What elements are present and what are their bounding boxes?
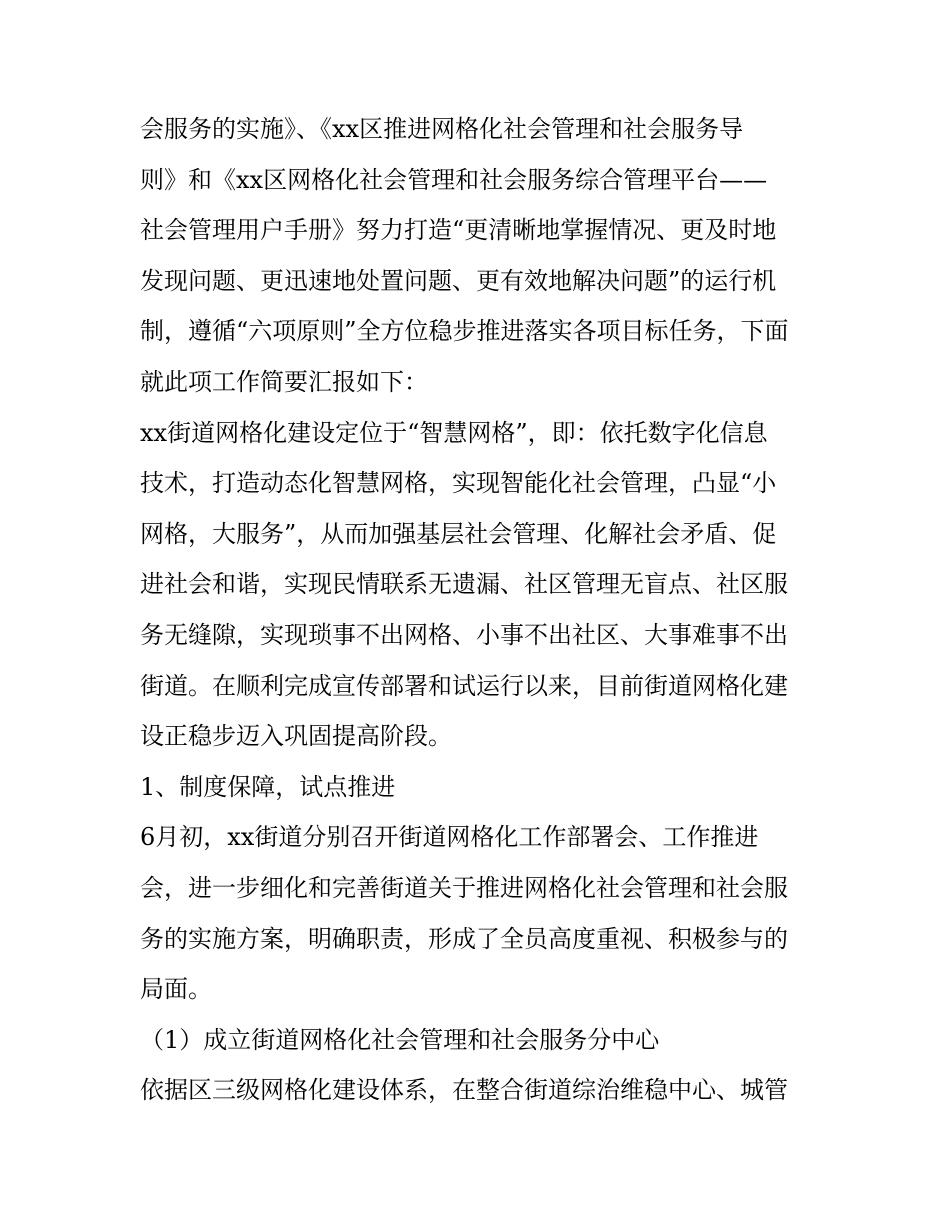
text-line: 技术，打造动态化智慧网格，实现智能化社会管理，凸显“小 xyxy=(140,469,777,498)
text-line: 依据区三级网格化建设体系，在整合街道综治维稳中心、城管 xyxy=(140,1076,788,1105)
text-line: 社会管理用户手册》努力打造“更清晰地掌握情况、更及时地 xyxy=(140,216,777,245)
text-line: 就此项工作简要汇报如下： xyxy=(140,367,428,396)
section-heading: 1、制度保障，试点推进 xyxy=(140,772,396,801)
text-line: 网格，大服务”，从而加强基层社会管理、化解社会矛盾、促 xyxy=(140,519,777,548)
text-line: 6月初，xx街道分别召开街道网格化工作部署会、工作推进 xyxy=(140,823,759,852)
text-line: 局面。 xyxy=(140,975,212,1004)
text-line: 进社会和谐，实现民情联系无遗漏、社区管理无盲点、社区服 xyxy=(140,570,788,599)
document-body xyxy=(140,104,820,1116)
text-line: 设正稳步迈入巩固提高阶段。 xyxy=(140,722,452,751)
text-line: 发现问题、更迅速地处置问题、更有效地解决问题”的运行机 xyxy=(140,266,777,295)
text-line: 务的实施方案，明确职责，形成了全员高度重视、积极参与的 xyxy=(140,924,788,953)
text-line: 会，进一步细化和完善街道关于推进网格化社会管理和社会服 xyxy=(140,873,788,902)
text-line: 会服务的实施》、《xx区推进网格化社会管理和社会服务导 xyxy=(140,115,744,143)
text-line: 制，遵循“六项原则”全方位稳步推进落实各项目标任务，下面 xyxy=(140,317,789,346)
text-line: 则》和《xx区网格化社会管理和社会服务综合管理平台—— xyxy=(140,165,768,194)
text-line: 街道。在顺利完成宣传部署和试运行以来，目前街道网格化建 xyxy=(140,671,788,700)
text-line: xx街道网格化建设定位于“智慧网格”，即：依托数字化信息 xyxy=(140,418,768,447)
subsection-heading: （1）成立街道网格化社会管理和社会服务分中心 xyxy=(140,1025,660,1054)
text-line: 务无缝隙，实现琐事不出网格、小事不出社区、大事难事不出 xyxy=(140,620,788,649)
